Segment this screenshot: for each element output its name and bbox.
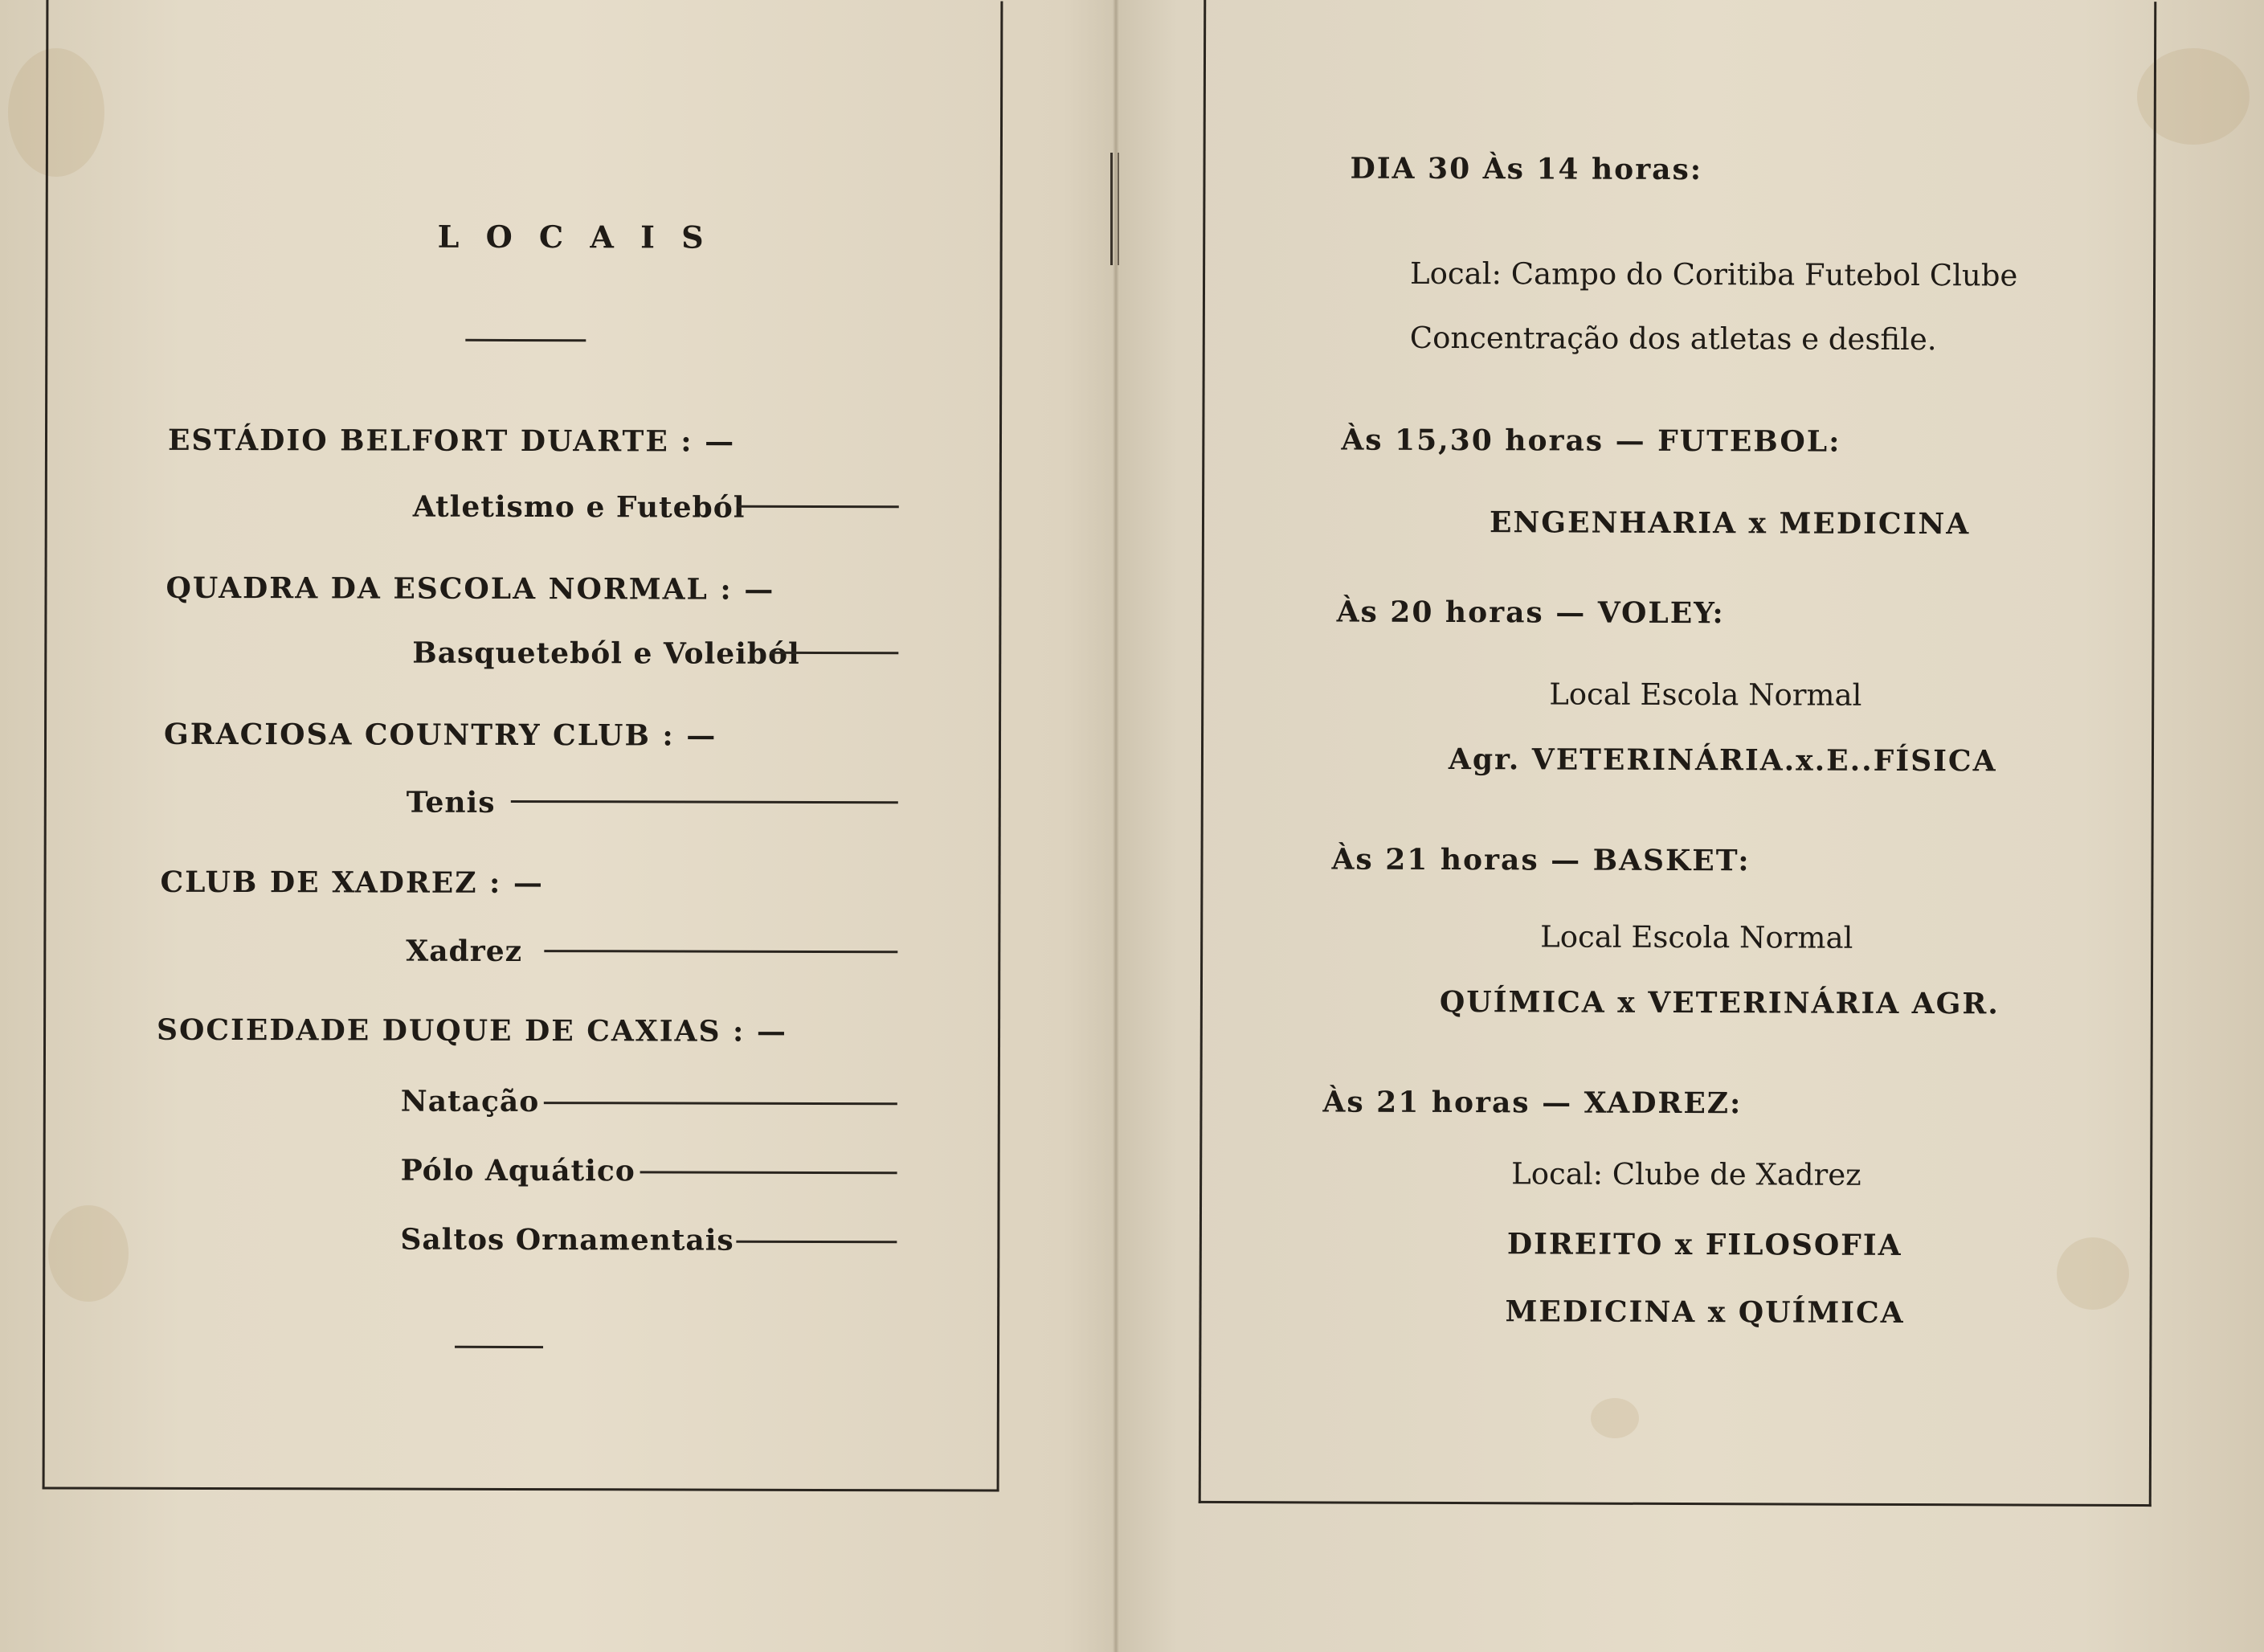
venue-name: QUADRA DA ESCOLA NORMAL : — <box>166 570 775 607</box>
venue-sport: Pólo Aquático <box>400 1153 635 1188</box>
staple <box>1110 153 1119 265</box>
end-divider <box>455 1346 543 1348</box>
venue-sport: Natação <box>400 1084 540 1119</box>
venue-sport: Tenis <box>406 785 496 820</box>
session-time: Às 20 horas — VOLEY: <box>1336 595 1725 631</box>
session-time: Às 21 horas — BASKET: <box>1331 842 1751 878</box>
leader-line <box>544 950 897 953</box>
title-divider <box>465 339 586 341</box>
session-time: Às 21 horas — XADREZ: <box>1322 1085 1743 1121</box>
match: ENGENHARIA x MEDICINA <box>1489 505 1971 542</box>
venue-sport: Saltos Ornamentais <box>400 1222 734 1257</box>
venue-sport: Atletismo e Futeból <box>412 489 746 525</box>
venue-name: ESTÁDIO BELFORT DUARTE : — <box>167 423 736 459</box>
leader-line <box>640 1171 897 1174</box>
session-location: Local Escola Normal <box>1549 677 1862 713</box>
leader-line <box>736 1241 897 1244</box>
leader-line <box>544 1102 897 1105</box>
session-location: Local Escola Normal <box>1540 919 1853 955</box>
match: MEDICINA x QUÍMICA <box>1505 1294 1905 1330</box>
session-time: Às 15,30 horas — FUTEBOL: <box>1341 423 1841 459</box>
venue-name: GRACIOSA COUNTRY CLUB : — <box>163 717 717 753</box>
left-page-frame <box>43 0 1003 1492</box>
opening-location: Local: Campo do Coritiba Futebol Clube <box>1410 256 2018 293</box>
leader-line <box>770 652 898 654</box>
match: QUÍMICA x VETERINÁRIA AGR. <box>1439 984 2000 1021</box>
match: DIREITO x FILOSOFIA <box>1506 1227 1902 1262</box>
leader-line <box>511 800 898 804</box>
session-location: Local: Clube de Xadrez <box>1511 1156 1861 1192</box>
match: Agr. VETERINÁRIA.x.E..FÍSICA <box>1448 742 1997 779</box>
venue-sport: Xadrez <box>406 934 523 968</box>
leader-line <box>738 505 899 509</box>
venue-name: CLUB DE XADREZ : — <box>160 865 544 901</box>
venue-name: SOCIEDADE DUQUE DE CAXIAS : — <box>157 1012 787 1049</box>
page-title: L O C A I S <box>437 218 712 256</box>
right-page-frame <box>1199 0 2157 1507</box>
opening-event: Concentração dos atletas e desfile. <box>1409 320 1937 358</box>
venue-sport: Basqueteból e Voleiból <box>412 636 800 671</box>
day-heading: DIA 30 Às 14 horas: <box>1350 151 1703 187</box>
